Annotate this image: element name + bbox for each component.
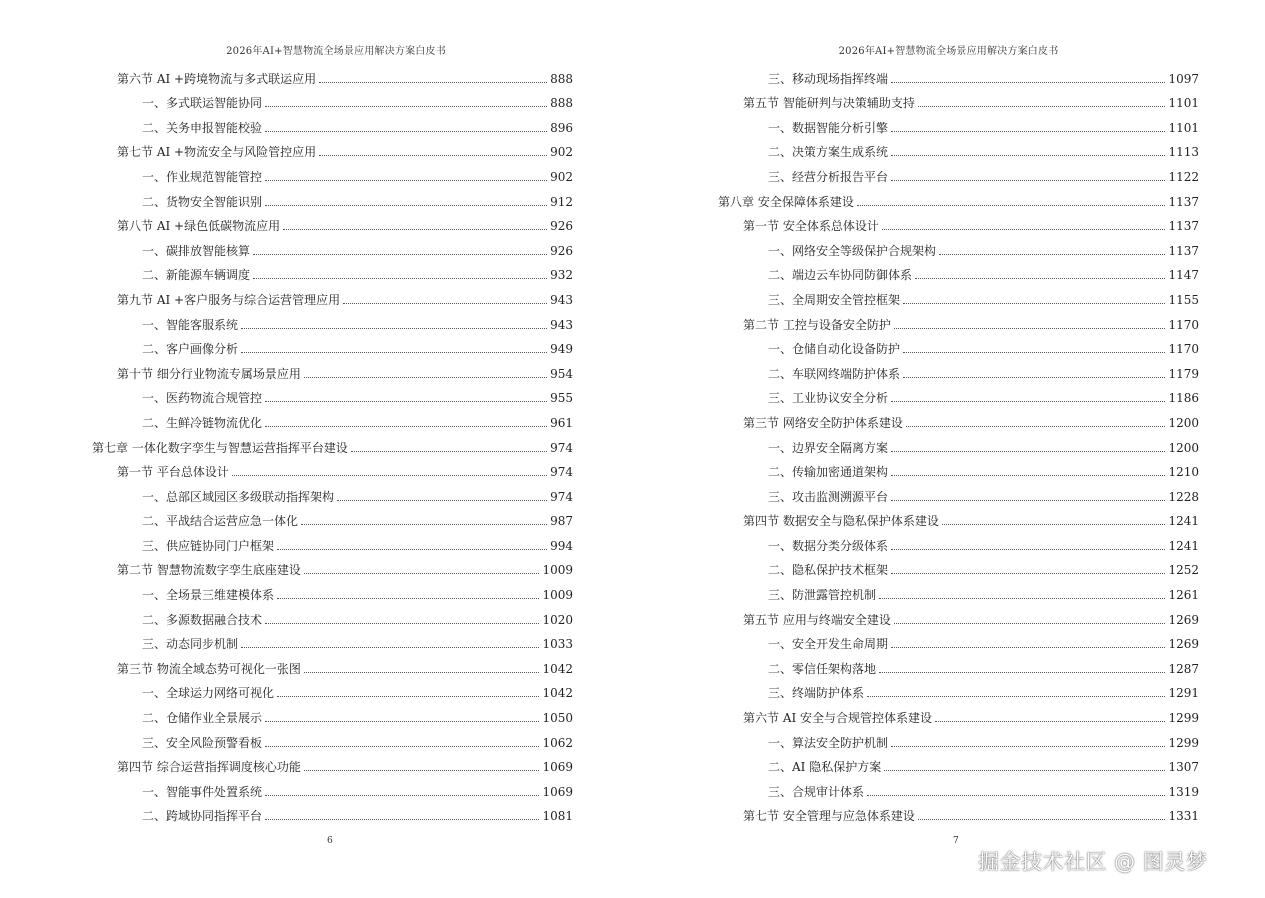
dot-leader bbox=[891, 131, 1165, 132]
toc-entry-section[interactable] bbox=[718, 505, 1199, 530]
toc-entry-sub[interactable] bbox=[718, 751, 1199, 776]
toc-entry-title: 二、货物安全智能识别 bbox=[142, 194, 263, 209]
toc-entry-title: 第九节 AI +客户服务与综合运营管理应用 bbox=[117, 292, 341, 307]
toc-entry-page-number: 1319 bbox=[1168, 784, 1199, 799]
toc-entry-page-number: 888 bbox=[550, 96, 573, 111]
toc-entry-sub[interactable] bbox=[92, 333, 573, 358]
page-number: 6 bbox=[327, 836, 333, 846]
toc-entry-sub[interactable] bbox=[718, 726, 1199, 751]
dot-leader bbox=[343, 303, 547, 304]
toc-entry-title: 三、供应链协同门户框架 bbox=[142, 538, 275, 553]
toc-entry-sub[interactable] bbox=[718, 62, 1199, 87]
dot-leader bbox=[918, 106, 1166, 107]
toc-entry-sub[interactable] bbox=[92, 185, 573, 210]
toc-entry-title: 三、安全风险预警看板 bbox=[142, 735, 263, 750]
toc-entry-section[interactable] bbox=[92, 652, 573, 677]
dot-leader bbox=[265, 205, 547, 206]
toc-entry-title: 二、AI 隐私保护方案 bbox=[768, 760, 882, 775]
toc-entry-title: 三、动态同步机制 bbox=[142, 637, 239, 652]
toc-entry-title: 第六节 AI +跨境物流与多式联运应用 bbox=[117, 71, 317, 86]
toc-entry-page-number: 1069 bbox=[542, 784, 573, 799]
toc-entry-title: 二、零信任架构落地 bbox=[768, 661, 877, 676]
toc-entry-page-number: 974 bbox=[550, 440, 573, 455]
toc-entry-title: 第七章 一体化数字孪生与智慧运营指挥平台建设 bbox=[92, 440, 348, 455]
toc-entry-title: 二、仓储作业全景展示 bbox=[142, 711, 263, 726]
toc-entry-title: 一、医药物流合规管控 bbox=[142, 391, 263, 406]
toc-entry-page-number: 1122 bbox=[1168, 169, 1199, 184]
toc-entry-page-number: 1042 bbox=[542, 686, 573, 701]
toc-entry-sub[interactable] bbox=[718, 160, 1199, 185]
toc-entry-page-number: 1101 bbox=[1168, 96, 1199, 111]
toc-entry-title: 一、数据分类分级体系 bbox=[768, 538, 889, 553]
toc-entry-sub[interactable] bbox=[718, 234, 1199, 259]
toc-entry-sub[interactable] bbox=[92, 603, 573, 628]
toc-entry-page-number: 1170 bbox=[1168, 342, 1199, 357]
toc-entry-title: 一、多式联运智能协同 bbox=[142, 96, 263, 111]
toc-entry-sub[interactable] bbox=[92, 677, 573, 702]
dot-leader bbox=[879, 672, 1165, 673]
toc-entry-section[interactable] bbox=[92, 554, 573, 579]
toc-entry-page-number: 987 bbox=[550, 514, 573, 529]
toc-entry-sub[interactable] bbox=[92, 505, 573, 530]
toc-entry-title: 第一节 平台总体设计 bbox=[117, 465, 229, 480]
dot-leader bbox=[903, 303, 1165, 304]
dot-leader bbox=[253, 278, 547, 279]
toc-entry-page-number: 1137 bbox=[1168, 219, 1199, 234]
toc-entry-title: 三、经营分析报告平台 bbox=[768, 169, 889, 184]
toc-entry-title: 一、算法安全防护机制 bbox=[768, 735, 889, 750]
toc-entry-title: 第二节 工控与设备安全防护 bbox=[743, 317, 891, 332]
dot-leader bbox=[891, 647, 1165, 648]
toc-entry-page-number: 1050 bbox=[542, 711, 573, 726]
toc-entry-section[interactable] bbox=[92, 136, 573, 161]
dot-leader bbox=[241, 647, 539, 648]
dot-leader bbox=[277, 598, 539, 599]
toc-entry-page-number: 1241 bbox=[1168, 538, 1199, 553]
dot-leader bbox=[265, 401, 547, 402]
dot-leader bbox=[265, 131, 547, 132]
toc-entry-sub[interactable] bbox=[92, 406, 573, 431]
dot-leader bbox=[283, 229, 547, 230]
toc-entry-title: 第五节 应用与终端安全建设 bbox=[743, 612, 891, 627]
toc-entry-page-number: 1299 bbox=[1168, 735, 1199, 750]
toc-entry-title: 一、全场景三维建模体系 bbox=[142, 588, 275, 603]
dot-leader bbox=[304, 672, 540, 673]
toc-entry-page-number: 1155 bbox=[1168, 292, 1199, 307]
toc-entry-sub[interactable] bbox=[92, 259, 573, 284]
toc-entry-title: 三、移动现场指挥终端 bbox=[768, 71, 889, 86]
toc-entry-sub[interactable] bbox=[718, 136, 1199, 161]
toc-entry-sub[interactable] bbox=[92, 87, 573, 112]
dot-leader bbox=[894, 623, 1166, 624]
toc-entry-section[interactable] bbox=[92, 751, 573, 776]
dot-leader bbox=[301, 524, 547, 525]
toc-entry-page-number: 1069 bbox=[542, 760, 573, 775]
dot-leader bbox=[277, 696, 539, 697]
toc-entry-sub[interactable] bbox=[92, 726, 573, 751]
dot-leader bbox=[265, 721, 539, 722]
toc-entry-page-number: 896 bbox=[550, 120, 573, 135]
toc-entry-page-number: 1200 bbox=[1168, 440, 1199, 455]
toc-entry-page-number: 1269 bbox=[1168, 612, 1199, 627]
toc-entry-sub[interactable] bbox=[718, 431, 1199, 456]
toc-entry-sub[interactable] bbox=[718, 628, 1199, 653]
dot-leader bbox=[891, 475, 1165, 476]
toc-entry-page-number: 1137 bbox=[1168, 194, 1199, 209]
toc-entry-page-number: 1200 bbox=[1168, 415, 1199, 430]
dot-leader bbox=[232, 475, 547, 476]
dot-leader bbox=[265, 180, 547, 181]
toc-entry-page-number: 1113 bbox=[1168, 145, 1199, 160]
toc-entry-sub[interactable] bbox=[718, 357, 1199, 382]
toc-entry-title: 第一节 安全体系总体设计 bbox=[743, 219, 879, 234]
toc-entry-sub[interactable] bbox=[92, 775, 573, 800]
dot-leader bbox=[265, 795, 539, 796]
toc-entry-title: 第四节 数据安全与隐私保护体系建设 bbox=[743, 514, 939, 529]
dot-leader bbox=[942, 524, 1166, 525]
dot-leader bbox=[891, 401, 1165, 402]
toc-entry-page-number: 1252 bbox=[1168, 563, 1199, 578]
toc-entry-title: 三、全周期安全管控框架 bbox=[768, 292, 901, 307]
dot-leader bbox=[265, 623, 539, 624]
toc-entry-title: 二、隐私保护技术框架 bbox=[768, 563, 889, 578]
table-of-contents bbox=[718, 62, 1199, 824]
dot-leader bbox=[884, 770, 1165, 771]
toc-entry-sub[interactable] bbox=[92, 111, 573, 136]
toc-entry-section[interactable] bbox=[92, 357, 573, 382]
toc-entry-page-number: 926 bbox=[550, 219, 573, 234]
dot-leader bbox=[891, 180, 1165, 181]
page-header: 2026年AI+智慧物流全场景应用解决方案白皮书 bbox=[226, 46, 446, 57]
toc-entry-page-number: 1081 bbox=[542, 809, 573, 824]
toc-entry-sub[interactable] bbox=[92, 800, 573, 825]
table-of-contents bbox=[92, 62, 573, 824]
dot-leader bbox=[304, 770, 540, 771]
toc-entry-sub[interactable] bbox=[718, 677, 1199, 702]
toc-entry-sub[interactable] bbox=[92, 578, 573, 603]
toc-entry-page-number: 1042 bbox=[542, 661, 573, 676]
toc-entry-page-number: 902 bbox=[550, 145, 573, 160]
toc-entry-title: 一、边界安全隔离方案 bbox=[768, 440, 889, 455]
toc-entry-sub[interactable] bbox=[718, 554, 1199, 579]
toc-entry-sub[interactable] bbox=[92, 701, 573, 726]
toc-entry-page-number: 1241 bbox=[1168, 514, 1199, 529]
toc-entry-page-number: 961 bbox=[550, 415, 573, 430]
toc-entry-page-number: 1269 bbox=[1168, 637, 1199, 652]
dot-leader bbox=[882, 229, 1166, 230]
toc-entry-title: 三、终端防护体系 bbox=[768, 686, 865, 701]
toc-entry-page-number: 1307 bbox=[1168, 760, 1199, 775]
toc-entry-section[interactable] bbox=[718, 210, 1199, 235]
toc-entry-section[interactable] bbox=[92, 456, 573, 481]
toc-entry-title: 三、攻击监测溯源平台 bbox=[768, 489, 889, 504]
toc-entry-title: 二、跨域协同指挥平台 bbox=[142, 809, 263, 824]
toc-entry-title: 第七节 AI +物流安全与风险管控应用 bbox=[117, 145, 317, 160]
toc-entry-title: 二、决策方案生成系统 bbox=[768, 145, 889, 160]
toc-entry-sub[interactable] bbox=[718, 333, 1199, 358]
watermark: 掘金技术社区 @ 图灵梦 bbox=[978, 850, 1208, 874]
dot-leader bbox=[935, 721, 1165, 722]
dot-leader bbox=[265, 106, 547, 107]
dot-leader bbox=[337, 500, 547, 501]
dot-leader bbox=[915, 278, 1165, 279]
toc-entry-page-number: 974 bbox=[550, 489, 573, 504]
toc-entry-title: 二、生鲜冷链物流优化 bbox=[142, 415, 263, 430]
toc-entry-title: 一、仓储自动化设备防护 bbox=[768, 342, 901, 357]
dot-leader bbox=[891, 451, 1165, 452]
toc-entry-sub[interactable] bbox=[92, 480, 573, 505]
toc-entry-page-number: 1097 bbox=[1168, 71, 1199, 86]
toc-entry-page-number: 902 bbox=[550, 169, 573, 184]
toc-entry-title: 三、防泄露管控机制 bbox=[768, 588, 877, 603]
toc-entry-sub[interactable] bbox=[718, 578, 1199, 603]
toc-entry-title: 二、客户画像分析 bbox=[142, 342, 239, 357]
toc-entry-title: 三、合规审计体系 bbox=[768, 784, 865, 799]
toc-entry-title: 第七节 安全管理与应急体系建设 bbox=[743, 809, 915, 824]
dot-leader bbox=[894, 328, 1166, 329]
toc-entry-page-number: 943 bbox=[550, 317, 573, 332]
dot-leader bbox=[891, 500, 1165, 501]
toc-entry-title: 第八节 AI +绿色低碳物流应用 bbox=[117, 219, 281, 234]
dot-leader bbox=[891, 549, 1165, 550]
toc-entry-page-number: 954 bbox=[550, 366, 573, 381]
toc-entry-page-number: 1137 bbox=[1168, 243, 1199, 258]
left-page bbox=[0, 0, 632, 898]
right-page bbox=[632, 0, 1265, 898]
dot-leader bbox=[304, 573, 540, 574]
toc-entry-title: 第十节 细分行业物流专属场景应用 bbox=[117, 366, 301, 381]
toc-entry-section[interactable] bbox=[718, 308, 1199, 333]
dot-leader bbox=[903, 377, 1165, 378]
toc-entry-sub[interactable] bbox=[718, 382, 1199, 407]
dot-leader bbox=[879, 598, 1165, 599]
toc-entry-page-number: 955 bbox=[550, 391, 573, 406]
toc-entry-page-number: 1331 bbox=[1168, 809, 1199, 824]
toc-entry-title: 一、安全开发生命周期 bbox=[768, 637, 889, 652]
dot-leader bbox=[253, 254, 547, 255]
toc-entry-sub[interactable] bbox=[718, 480, 1199, 505]
toc-entry-page-number: 1261 bbox=[1168, 588, 1199, 603]
toc-entry-page-number: 1033 bbox=[542, 637, 573, 652]
toc-entry-title: 一、数据智能分析引擎 bbox=[768, 120, 889, 135]
toc-entry-section[interactable] bbox=[92, 210, 573, 235]
toc-entry-page-number: 1101 bbox=[1168, 120, 1199, 135]
toc-entry-page-number: 943 bbox=[550, 292, 573, 307]
toc-entry-page-number: 926 bbox=[550, 243, 573, 258]
toc-entry-section[interactable] bbox=[92, 283, 573, 308]
toc-entry-sub[interactable] bbox=[92, 529, 573, 554]
toc-entry-section[interactable] bbox=[718, 406, 1199, 431]
toc-entry-title: 第二节 智慧物流数字孪生底座建设 bbox=[117, 563, 301, 578]
dot-leader bbox=[241, 352, 547, 353]
dot-leader bbox=[891, 82, 1165, 83]
toc-entry-sub[interactable] bbox=[718, 283, 1199, 308]
toc-entry-title: 一、全球运力网络可视化 bbox=[142, 686, 275, 701]
toc-entry-title: 一、智能客服系统 bbox=[142, 317, 239, 332]
dot-leader bbox=[903, 352, 1165, 353]
dot-leader bbox=[351, 451, 547, 452]
dot-leader bbox=[906, 426, 1166, 427]
dot-leader bbox=[891, 155, 1165, 156]
toc-entry-title: 二、关务申报智能校验 bbox=[142, 120, 263, 135]
toc-entry-page-number: 949 bbox=[550, 342, 573, 357]
toc-entry-sub[interactable] bbox=[718, 529, 1199, 554]
toc-entry-page-number: 912 bbox=[550, 194, 573, 209]
toc-entry-sub[interactable] bbox=[718, 259, 1199, 284]
toc-entry-title: 二、传输加密通道架构 bbox=[768, 465, 889, 480]
toc-entry-page-number: 1186 bbox=[1168, 391, 1199, 406]
toc-entry-page-number: 1009 bbox=[542, 563, 573, 578]
dot-leader bbox=[319, 155, 547, 156]
page-number: 7 bbox=[953, 836, 959, 846]
toc-entry-title: 第三节 网络安全防护体系建设 bbox=[743, 415, 903, 430]
toc-entry-title: 第三节 物流全域态势可视化一张图 bbox=[117, 661, 301, 676]
toc-entry-title: 三、工业协议安全分析 bbox=[768, 391, 889, 406]
toc-entry-sub[interactable] bbox=[718, 775, 1199, 800]
toc-entry-title: 二、平战结合运营应急一体化 bbox=[142, 514, 299, 529]
toc-entry-title: 二、车联网终端防护体系 bbox=[768, 366, 901, 381]
toc-entry-title: 二、多源数据融合技术 bbox=[142, 612, 263, 627]
dot-leader bbox=[918, 819, 1166, 820]
dot-leader bbox=[891, 573, 1165, 574]
dot-leader bbox=[867, 795, 1165, 796]
toc-entry-page-number: 1179 bbox=[1168, 366, 1199, 381]
toc-entry-title: 一、总部区域园区多级联动指挥架构 bbox=[142, 489, 335, 504]
toc-entry-section[interactable] bbox=[718, 701, 1199, 726]
toc-entry-chapter[interactable] bbox=[718, 185, 1199, 210]
dot-leader bbox=[241, 328, 547, 329]
dot-leader bbox=[319, 82, 547, 83]
dot-leader bbox=[939, 254, 1165, 255]
dot-leader bbox=[857, 205, 1166, 206]
toc-entry-page-number: 1170 bbox=[1168, 317, 1199, 332]
toc-entry-sub[interactable] bbox=[718, 652, 1199, 677]
dot-leader bbox=[265, 426, 547, 427]
toc-entry-sub[interactable] bbox=[92, 234, 573, 259]
toc-entry-section[interactable] bbox=[718, 603, 1199, 628]
toc-entry-page-number: 1210 bbox=[1168, 465, 1199, 480]
toc-entry-title: 一、智能事件处置系统 bbox=[142, 784, 263, 799]
toc-entry-page-number: 1147 bbox=[1168, 268, 1199, 283]
toc-entry-page-number: 932 bbox=[550, 268, 573, 283]
toc-entry-page-number: 1299 bbox=[1168, 711, 1199, 726]
toc-entry-sub[interactable] bbox=[92, 382, 573, 407]
toc-entry-title: 一、作业规范智能管控 bbox=[142, 169, 263, 184]
dot-leader bbox=[277, 549, 547, 550]
toc-entry-page-number: 974 bbox=[550, 465, 573, 480]
toc-entry-section[interactable] bbox=[718, 800, 1199, 825]
dot-leader bbox=[304, 377, 547, 378]
toc-entry-sub[interactable] bbox=[718, 111, 1199, 136]
toc-entry-title: 一、网络安全等级保护合规架构 bbox=[768, 243, 937, 258]
toc-entry-page-number: 1062 bbox=[542, 735, 573, 750]
toc-entry-title: 一、碳排放智能核算 bbox=[142, 243, 251, 258]
toc-entry-page-number: 994 bbox=[550, 538, 573, 553]
toc-entry-page-number: 888 bbox=[550, 71, 573, 86]
dot-leader bbox=[265, 819, 539, 820]
toc-entry-page-number: 1020 bbox=[542, 612, 573, 627]
toc-entry-sub[interactable] bbox=[92, 628, 573, 653]
toc-entry-sub[interactable] bbox=[92, 308, 573, 333]
toc-entry-title: 第四节 综合运营指挥调度核心功能 bbox=[117, 760, 301, 775]
dot-leader bbox=[891, 746, 1165, 747]
toc-entry-title: 第五节 智能研判与决策辅助支持 bbox=[743, 96, 915, 111]
toc-entry-page-number: 1228 bbox=[1168, 489, 1199, 504]
dot-leader bbox=[867, 696, 1165, 697]
dot-leader bbox=[265, 746, 539, 747]
toc-entry-page-number: 1287 bbox=[1168, 661, 1199, 676]
toc-entry-page-number: 1009 bbox=[542, 588, 573, 603]
toc-entry-section[interactable] bbox=[92, 62, 573, 87]
toc-entry-title: 第六节 AI 安全与合规管控体系建设 bbox=[743, 711, 933, 726]
toc-entry-page-number: 1291 bbox=[1168, 686, 1199, 701]
toc-entry-sub[interactable] bbox=[92, 160, 573, 185]
toc-entry-sub[interactable] bbox=[718, 456, 1199, 481]
toc-entry-section[interactable] bbox=[718, 87, 1199, 112]
toc-entry-title: 二、端边云车协同防御体系 bbox=[768, 268, 913, 283]
page-header: 2026年AI+智慧物流全场景应用解决方案白皮书 bbox=[838, 46, 1059, 57]
toc-entry-title: 第八章 安全保障体系建设 bbox=[718, 194, 854, 209]
toc-entry-chapter[interactable] bbox=[92, 431, 573, 456]
toc-entry-title: 二、新能源车辆调度 bbox=[142, 268, 251, 283]
